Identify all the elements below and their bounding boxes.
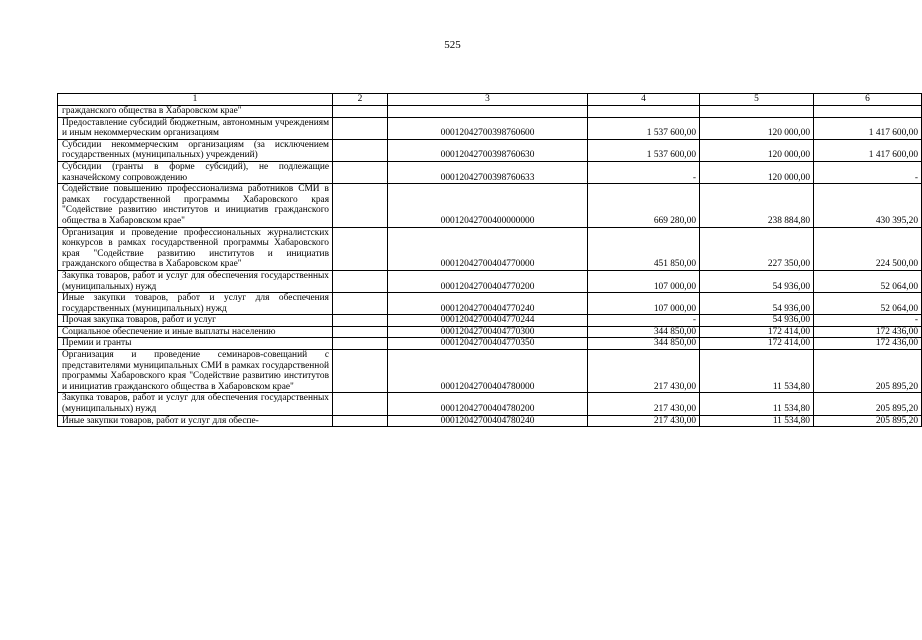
row-name-cell: Содействие повышению профессионализма работников СМИ в рамках государственной программы Хабаровского края "Содействие развитию институтов и инициатив гражданского общества в Хабаровском крае" (58, 184, 333, 227)
row-value-4-cell (588, 106, 700, 118)
budget-table (57, 93, 922, 427)
row-value-5-cell: 11 534,80 (700, 415, 814, 427)
row-col2-cell (333, 184, 388, 227)
row-value-5-cell: 120 000,00 (700, 117, 814, 139)
row-col2-cell (333, 106, 388, 118)
row-value-5-cell: 11 534,80 (700, 393, 814, 415)
row-col2-cell (333, 117, 388, 139)
row-name-cell: Закупка товаров, работ и услуг для обеспечения государственных (муниципальных) нужд (58, 270, 333, 292)
row-code-cell: 00012042700398760633 (388, 161, 588, 183)
row-name-cell: Закупка товаров, работ и услуг для обеспечения государственных (муниципальных) нужд (58, 393, 333, 415)
table-row (58, 106, 922, 118)
table-row (58, 227, 922, 270)
row-code-cell: 00012042700404770200 (388, 270, 588, 292)
row-value-4-cell: - (588, 161, 700, 183)
column-number-row (58, 94, 922, 106)
row-code-cell: 00012042700398760600 (388, 117, 588, 139)
row-col2-cell (333, 161, 388, 183)
row-code-cell: 00012042700404770000 (388, 227, 588, 270)
row-code-cell: 00012042700404770240 (388, 293, 588, 315)
table-row (58, 184, 922, 227)
row-name-cell: Социальное обеспечение и иные выплаты населению (58, 326, 333, 338)
row-name-cell: Иные закупки товаров, работ и услуг для обеспе- (58, 415, 333, 427)
table-row (58, 326, 922, 338)
row-value-4-cell: 451 850,00 (588, 227, 700, 270)
row-code-cell: 00012042700404770244 (388, 315, 588, 327)
row-col2-cell (333, 293, 388, 315)
table-row (58, 117, 922, 139)
row-value-4-cell: 669 280,00 (588, 184, 700, 227)
row-value-4-cell: 217 430,00 (588, 393, 700, 415)
table-row (58, 415, 922, 427)
row-value-5-cell: 120 000,00 (700, 161, 814, 183)
row-value-6-cell: 205 895,20 (814, 393, 922, 415)
table-row (58, 139, 922, 161)
row-value-5-cell (700, 106, 814, 118)
row-value-6-cell (814, 106, 922, 118)
row-value-5-cell: 227 350,00 (700, 227, 814, 270)
column-header-6: 6 (814, 94, 922, 106)
row-col2-cell (333, 315, 388, 327)
budget-table-body (58, 94, 922, 427)
row-value-4-cell: 107 000,00 (588, 270, 700, 292)
row-col2-cell (333, 338, 388, 350)
row-code-cell: 00012042700404780000 (388, 350, 588, 393)
row-name-cell: Иные закупки товаров, работ и услуг для обеспечения государственных (муниципальных) нужд (58, 293, 333, 315)
row-code-cell: 00012042700404770350 (388, 338, 588, 350)
row-value-5-cell: 11 534,80 (700, 350, 814, 393)
row-name-cell: Премии и гранты (58, 338, 333, 350)
row-value-5-cell: 120 000,00 (700, 139, 814, 161)
row-value-6-cell: 52 064,00 (814, 293, 922, 315)
row-name-cell: Предоставление субсидий бюджетным, автономным учреждениям и иным некоммерческим организациям (58, 117, 333, 139)
row-value-6-cell: 172 436,00 (814, 338, 922, 350)
row-name-cell: Субсидии (гранты в форме субсидий), не подлежащие казначейскому сопровождению (58, 161, 333, 183)
row-value-6-cell: 205 895,20 (814, 415, 922, 427)
column-header-1: 1 (58, 94, 333, 106)
row-value-4-cell: 1 537 600,00 (588, 139, 700, 161)
row-code-cell: 00012042700398760630 (388, 139, 588, 161)
row-code-cell: 00012042700400000000 (388, 184, 588, 227)
row-value-4-cell: 217 430,00 (588, 415, 700, 427)
row-value-5-cell: 172 414,00 (700, 338, 814, 350)
table-row (58, 315, 922, 327)
row-value-6-cell: 1 417 600,00 (814, 117, 922, 139)
row-value-6-cell: 1 417 600,00 (814, 139, 922, 161)
page-number: 525 (444, 39, 461, 51)
row-col2-cell (333, 270, 388, 292)
row-name-cell: гражданского общества в Хабаровском крае" (58, 106, 333, 118)
row-col2-cell (333, 139, 388, 161)
row-code-cell: 00012042700404780240 (388, 415, 588, 427)
row-value-6-cell: 430 395,20 (814, 184, 922, 227)
row-value-4-cell: - (588, 315, 700, 327)
table-row (58, 293, 922, 315)
row-value-4-cell: 344 850,00 (588, 338, 700, 350)
row-value-4-cell: 217 430,00 (588, 350, 700, 393)
row-name-cell: Организация и проведение семинаров-совещаний с представителями муниципальных СМИ в рамках государственной программы Хабаровского края "Содействие развитию институтов и инициатив гражданского общества в Хабаровском крае" (58, 350, 333, 393)
column-header-4: 4 (588, 94, 700, 106)
row-value-4-cell: 107 000,00 (588, 293, 700, 315)
row-col2-cell (333, 227, 388, 270)
row-value-6-cell: 52 064,00 (814, 270, 922, 292)
column-header-5: 5 (700, 94, 814, 106)
table-row (58, 270, 922, 292)
table-row (58, 338, 922, 350)
table-row (58, 393, 922, 415)
row-col2-cell (333, 415, 388, 427)
row-value-4-cell: 344 850,00 (588, 326, 700, 338)
row-value-6-cell: 224 500,00 (814, 227, 922, 270)
row-col2-cell (333, 326, 388, 338)
row-name-cell: Прочая закупка товаров, работ и услуг (58, 315, 333, 327)
row-col2-cell (333, 350, 388, 393)
row-col2-cell (333, 393, 388, 415)
row-code-cell: 00012042700404780200 (388, 393, 588, 415)
table-row (58, 350, 922, 393)
row-value-5-cell: 54 936,00 (700, 315, 814, 327)
column-header-2: 2 (333, 94, 388, 106)
row-value-6-cell: 172 436,00 (814, 326, 922, 338)
row-code-cell: 00012042700404770300 (388, 326, 588, 338)
row-value-5-cell: 238 884,80 (700, 184, 814, 227)
row-value-6-cell: 205 895,20 (814, 350, 922, 393)
row-code-cell (388, 106, 588, 118)
row-value-6-cell: - (814, 315, 922, 327)
row-name-cell: Организация и проведение профессиональных журналистских конкурсов в рамках государственной программы Хабаровского края "Содействие развитию институтов и инициатив гражданского общества в Хабаровском крае" (58, 227, 333, 270)
row-value-5-cell: 54 936,00 (700, 270, 814, 292)
row-value-5-cell: 172 414,00 (700, 326, 814, 338)
row-value-6-cell: - (814, 161, 922, 183)
row-value-4-cell: 1 537 600,00 (588, 117, 700, 139)
row-value-5-cell: 54 936,00 (700, 293, 814, 315)
column-header-3: 3 (388, 94, 588, 106)
row-name-cell: Субсидии некоммерческим организациям (за исключением государственных (муниципальных) учреждений) (58, 139, 333, 161)
table-row (58, 161, 922, 183)
